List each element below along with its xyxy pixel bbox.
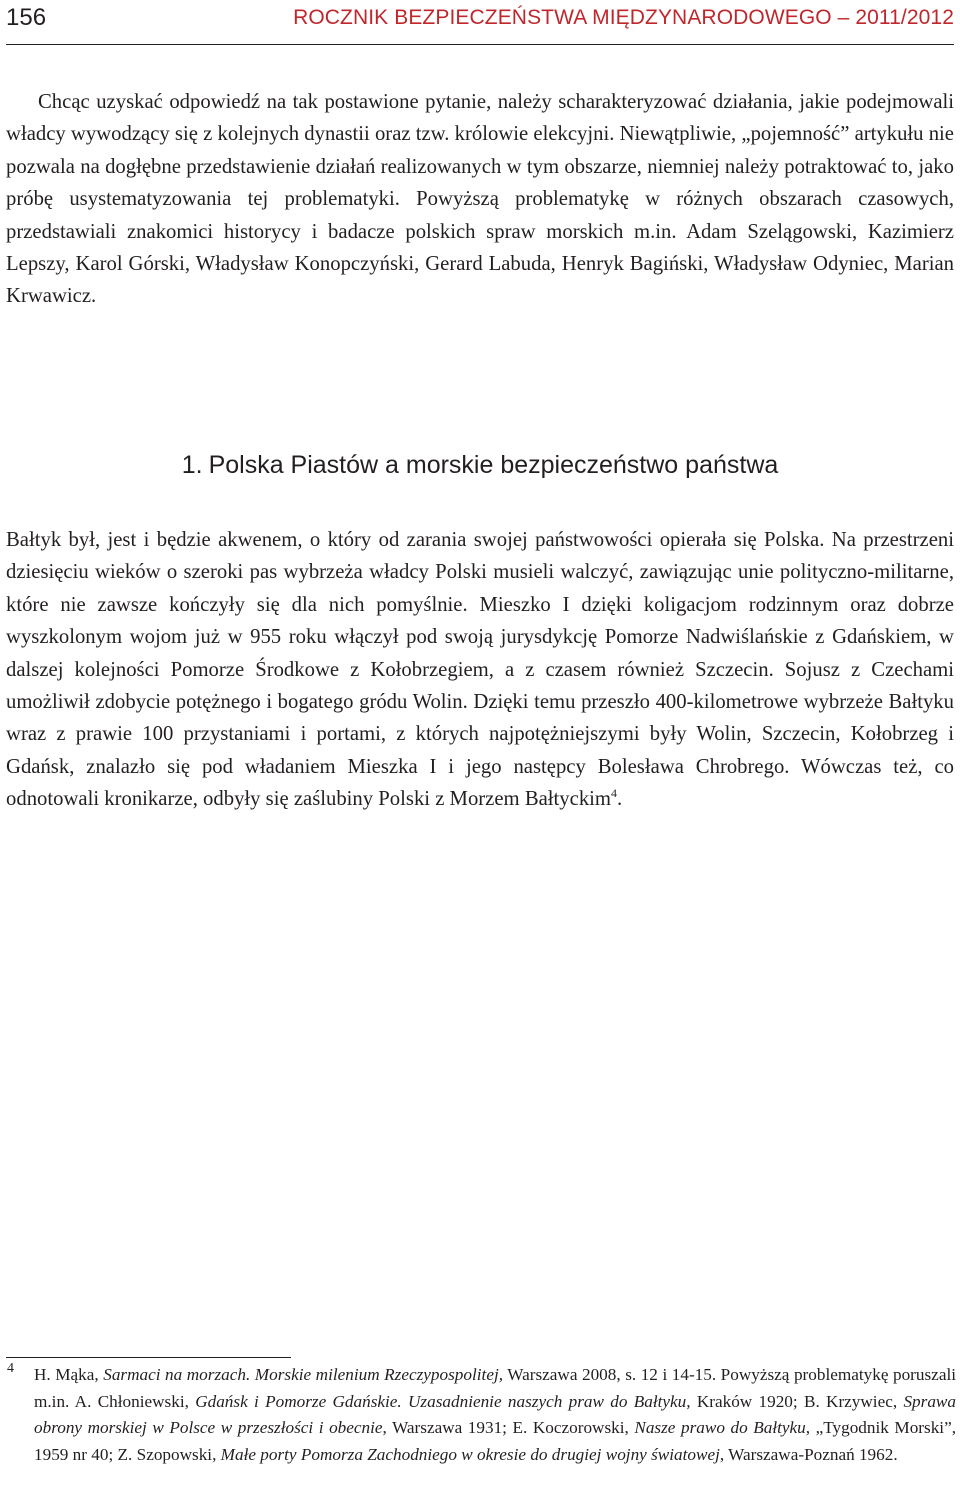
footnote-part: , „Tygodnik Morski”, 1959 nr 40; Z. Szopowski,: [34, 1418, 956, 1464]
footnote: [7, 1361, 956, 1468]
footnote-work-title: Nasze prawo do Bałtyku: [634, 1418, 806, 1438]
journal-title: ROCZNIK BEZPIECZEŃSTWA MIĘDZYNARODOWEGO – 2011/2012: [293, 6, 954, 29]
footnote-reference[interactable]: 4: [611, 786, 617, 801]
footnote-marker: 4: [7, 1361, 14, 1376]
footnote-text: [34, 1362, 956, 1468]
page-number: 156: [6, 4, 47, 31]
footnote-part: , Warszawa 1931; E. Koczorowski,: [382, 1418, 635, 1438]
footnote-part: H. Mąka,: [34, 1365, 104, 1384]
section-title: Polska Piastów a morskie bezpieczeństwo państwa: [208, 451, 779, 479]
intro-paragraph-block: [6, 86, 954, 313]
footnote-work-title: Gdańsk i Pomorze Gdańskie. Uzasadnienie naszych praw do Bałtyku,: [195, 1391, 691, 1411]
footnote-part: Kraków 1920; B. Krzywiec,: [690, 1391, 904, 1411]
running-head: [6, 2, 954, 42]
footnote-rule: [6, 1357, 291, 1358]
section-paragraph-end: .: [617, 788, 623, 811]
header-rule: [6, 44, 954, 45]
footnote-part: , Warszawa-Poznań 1962.: [719, 1444, 898, 1464]
footnote-work-title: Sarmaci na morzach. Morskie milenium Rzeczypospolitej,: [103, 1365, 504, 1384]
intro-paragraph: Chcąc uzyskać odpowiedź na tak postawione pytanie, należy scharakteryzować działania, jakie podejmowali władcy wywodzący się z kolejnych dynastii oraz tzw. królowie elekcyjni. Niewątpliwie, „pojemność” artykułu nie pozwala na dogłębne przedstawienie działań realizowanych w tym obszarze, niemniej należy potraktować to, jako próbę usystematyzowania tej problematyki. Powyższą problematykę w różnych obszarach czasowych, przedstawiali znakomici historycy i badacze polskich spraw morskich m.in. Adam Szelągowski, Kazimierz Lepszy, Karol Górski, Władysław Konopczyński, Gerard Labuda, Henryk Bagiński, Władysław Odyniec, Marian Krwawicz.: [6, 91, 954, 308]
section-paragraph-text: Bałtyk był, jest i będzie akwenem, o który od zarania swojej państwowości opierała się Polska. Na przestrzeni dziesięciu wieków o szeroki pas wybrzeża władcy Polski musieli walczyć, zawiązując unie polityczno-militarne, które nie zawsze kończyły się dla nich pomyślnie. Mieszko I dzięki koligacjom rodzinnym oraz dobrze wyszkolonym wojom już w 955 roku włączył pod swoją jurysdykcję Pomorze Nadwiślańskie z Gdańskiem, w dalszej kolejności Pomorze Środkowe z Kołobrzegiem, a z czasem również Szczecin. Sojusz z Czechami umożliwił zdobycie potężnego i bogatego gródu Wolin. Dzięki temu przeszło 400-kilometrowe wybrzeże Bałtyku wraz z prawie 100 przystaniami i portami, z których najpotężniejszymi były Wolin, Szczecin, Kołobrzeg i Gdańsk, znalazło się pod władaniem Mieszka I i jego następcy Bolesława Chrobrego. Wówczas też, co odnotowali kronikarze, odbyły się zaślubiny Polski z Morzem Bałtyckim: [6, 529, 954, 811]
section-number: 1.: [181, 451, 203, 479]
footnote-work-title: Małe porty Pomorza Zachodniego w okresie do drugiej wojny światowej: [220, 1444, 720, 1464]
footnote-part: Warszawa 2008, s. 12 i 14-15. Powyższą problematykę poruszali m.in. A. Chłoniewski,: [34, 1365, 956, 1411]
section-paragraph: [6, 524, 954, 816]
section-heading: [0, 451, 960, 480]
section-paragraph-block: [6, 524, 954, 816]
footnote-work-title: Sprawa obrony morskiej w Polsce w przeszłości i obecnie: [34, 1391, 956, 1438]
